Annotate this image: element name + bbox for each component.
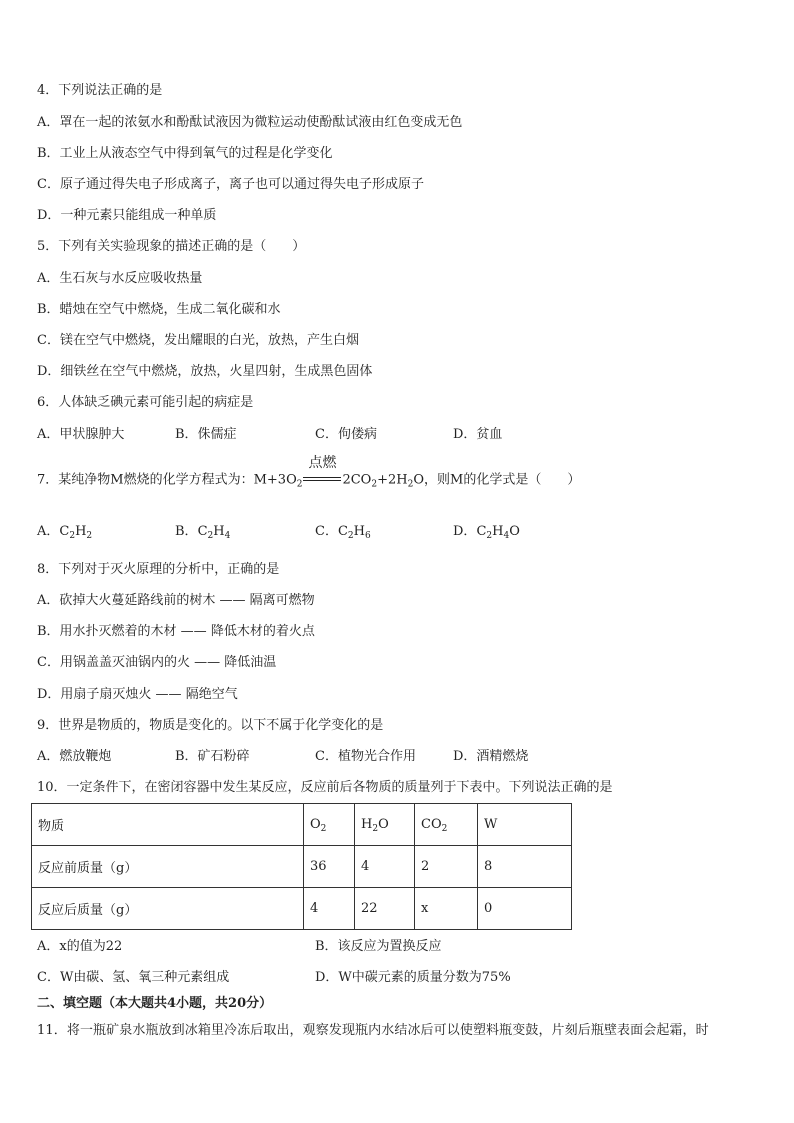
q5-option-b: B．蜡烛在空气中燃烧，生成二氧化碳和水 (37, 302, 281, 317)
table-cell: 8 (478, 846, 572, 888)
eq-left-sub: 2 (296, 479, 303, 490)
eq-right-2-end: O (413, 472, 425, 488)
q10-option-a: A．x的值为22 (37, 939, 123, 954)
eq-right-1: 2CO (342, 472, 372, 488)
table-cell: 0 (478, 888, 572, 930)
q5-option-c: C．镁在空气中燃烧，发出耀眼的白光，放热，产生白烟 (37, 333, 359, 348)
mass-table (31, 803, 572, 930)
q4-stem: 4．下列说法正确的是 (37, 83, 163, 98)
table-header-cell: $O_2$ (304, 804, 355, 846)
table-header-cell: $H_2O$ (355, 804, 415, 846)
eq-right-1-sub: 2 (371, 479, 378, 490)
q8-option-b: B．用水扑灭燃着的木材 —— 降低木材的着火点 (37, 624, 315, 639)
q9-option-a: A．燃放鞭炮 (37, 749, 112, 764)
table-cell: x (415, 888, 478, 930)
table-cell: 反应后质量（g） (32, 888, 304, 930)
q10-option-d: D．W中碳元素的质量分数为75% (315, 970, 511, 985)
q7-equation (253, 455, 425, 490)
q7-option-d: D．$C_2H_4O$ (453, 524, 520, 541)
q5-option-a: A．生石灰与水反应吸收热量 (37, 271, 203, 286)
q6-stem: 6．人体缺乏碘元素可能引起的病症是 (37, 395, 254, 410)
q5-option-d: D．细铁丝在空气中燃烧，放热，火星四射，生成黑色固体 (37, 364, 373, 379)
q8-stem: 8．下列对于灭火原理的分析中，正确的是 (37, 562, 280, 577)
table-header-cell: W (478, 804, 572, 846)
table-row (32, 846, 572, 888)
q10-stem: 10．一定条件下，在密闭容器中发生某反应，反应前后各物质的质量列于下表中。下列说法正确的是 (37, 780, 613, 795)
table-cell: 2 (415, 846, 478, 888)
q5-stem: 5．下列有关实验现象的描述正确的是（ ） (37, 239, 306, 254)
q4-option-c: C．原子通过得失电子形成离子，离子也可以通过得失电子形成原子 (37, 177, 424, 192)
table-row (32, 888, 572, 930)
q9-option-d: D．酒精燃烧 (453, 749, 529, 764)
q6-option-d: D．贫血 (453, 427, 503, 442)
table-cell: 4 (304, 888, 355, 930)
q7-stem-prefix: 7．某纯净物M燃烧的化学方程式为： (37, 472, 254, 488)
q7-stem-suffix: ，则M的化学式是（ ） (424, 472, 581, 488)
table-cell: 36 (304, 846, 355, 888)
q4-option-d: D．一种元素只能组成一种单质 (37, 208, 217, 223)
q9-option-b: B．矿石粉碎 (175, 749, 250, 764)
table-cell: 反应前质量（g） (32, 846, 304, 888)
section-heading: 二、填空题（本大题共4小题，共20分） (37, 996, 273, 1011)
eq-right-2-sub: 2 (407, 479, 414, 490)
table-header-row (32, 804, 572, 846)
table-cell: 22 (355, 888, 415, 930)
table-header-cell: $CO_2$ (415, 804, 478, 846)
eq-left: M+3O (253, 472, 297, 488)
q8-option-d: D．用扇子扇灭烛火 —— 隔绝空气 (37, 687, 238, 702)
q6-option-c: C．佝偻病 (315, 427, 377, 442)
reaction-arrow (303, 455, 341, 489)
q8-option-a: A．砍掉大火蔓延路线前的树木 —— 隔离可燃物 (37, 593, 315, 608)
q9-option-c: C．植物光合作用 (315, 749, 416, 764)
q11-stem: 11．将一瓶矿泉水瓶放到冰箱里冷冻后取出，观察发现瓶内水结冰后可以使塑料瓶变鼓，片刻后瓶壁表面会起霜，时 (37, 1023, 709, 1038)
q6-option-a: A．甲状腺肿大 (37, 427, 125, 442)
q7-stem (37, 455, 581, 490)
q7-option-c: C．$C_2H_6$ (315, 524, 371, 541)
q9-stem: 9．世界是物质的，物质是变化的。以下不属于化学变化的是 (37, 718, 384, 733)
q10-option-c: C．W由碳、氢、氧三种元素组成 (37, 970, 230, 985)
equals-sign (303, 477, 341, 481)
q7-option-a: A．$C_2H_2$ (37, 524, 93, 541)
table-header-cell: 物质 (32, 804, 304, 846)
q10-option-b: B．该反应为置换反应 (315, 939, 442, 954)
q6-option-b: B．侏儒症 (175, 427, 237, 442)
reaction-condition: 点燃 (308, 455, 337, 471)
eq-right-2: +2H (377, 472, 408, 488)
q4-option-a: A．罩在一起的浓氨水和酚酞试液因为微粒运动使酚酞试液由红色变成无色 (37, 115, 463, 130)
table-cell: 4 (355, 846, 415, 888)
q8-option-c: C．用锅盖盖灭油锅内的火 —— 降低油温 (37, 655, 277, 670)
q4-option-b: B．工业上从液态空气中得到氧气的过程是化学变化 (37, 146, 333, 161)
q7-option-b: B．$C_2H_4$ (175, 524, 231, 541)
